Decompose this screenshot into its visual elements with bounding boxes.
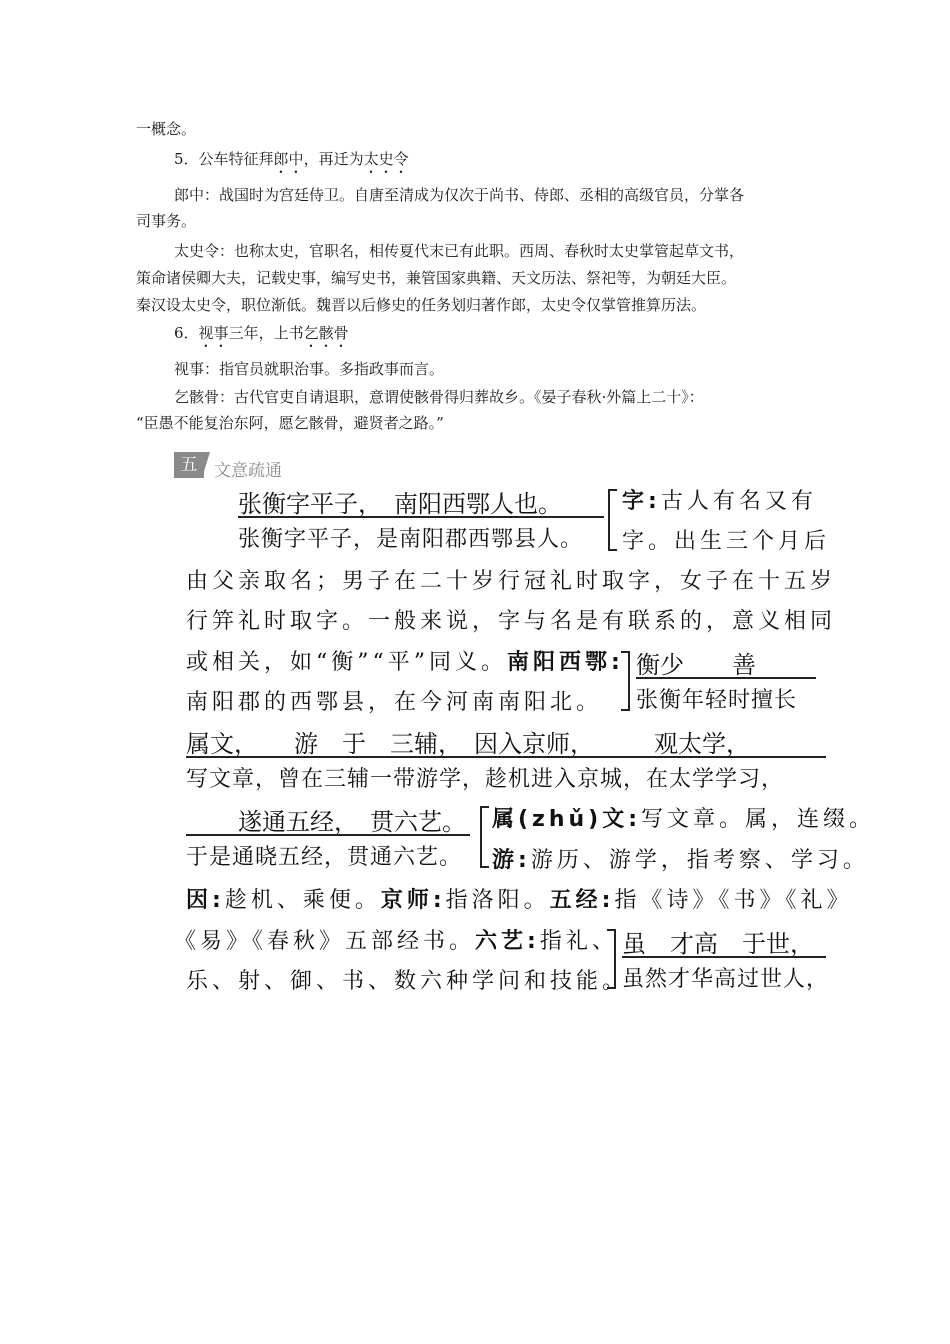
note-item-5-term-langzhong: 郎中 [273,150,304,168]
note-item-6 [174,324,349,351]
note-taishi-line3: 秦汉设太史令，职位渐低。魏晋以后修史的任务划归著作郎，太史令仅掌管推算历法。 [136,296,707,314]
sentence-2-original: 衡少 善 [636,651,756,679]
section-title: 文意疏通 [214,461,282,481]
note-zi [622,484,817,515]
note-langzhong-line2: 司事务。 [136,212,197,230]
passage-line-1: 由父亲取名；男子在二十岁行冠礼时取字，女子在十五岁 [186,569,837,594]
sentence-5-original: 虽 才高 于世， [622,930,814,958]
note-item-5-mid: ，再迁为 [303,150,364,168]
note-item-6-mid: 三年，上书 [228,324,304,342]
note-wujing-label: 五经: [549,888,615,913]
note-liuyi-text: 指礼、 [539,929,618,954]
sentence-1-divider [238,516,604,518]
note-zi-line2: 字。出生三个月后 [622,529,831,554]
sentence-5-bracket [607,929,616,989]
note-shu [492,802,875,833]
note-yin-text: 趁机、乘便。 [224,888,381,913]
section-number-badge: 五 [174,452,204,478]
note-nanyang-text: 南阳郡的西鄂县，在今河南南阳北。 [186,690,603,715]
sentence-5-translation: 虽然才华高过世人， [622,967,830,992]
note-qihaigu-line1: 乞骸骨：古代官吏自请退职，意谓使骸骨得归葬故乡。《晏子春秋·外篇上二十》： [174,388,704,406]
note-shishi: 视事：指官员就职治事。多指政事而言。 [174,360,445,378]
sentence-1-translation: 张衡字平子，是南阳郡西鄂县人。 [238,527,584,552]
sentence-1-original: 张衡字平子， 南阳西鄂人也。 [238,490,562,518]
note-zi-label: 字: [622,489,661,514]
sentence-1-bracket [608,489,617,551]
note-shu-label: 属(zhǔ)文: [492,807,642,832]
note-zi-text-a: 古人有名又有 [660,489,817,514]
note-jingshi-text: 指洛阳。 [445,888,550,913]
sentence-3-original: 属文， 游 于 三辅， 因入京师， 观太学， [186,730,750,758]
sentence-2-divider [636,677,816,679]
sentence-2-bracket [621,651,630,711]
note-item-6-term-qihaigu: 乞骸骨 [303,324,349,342]
note-langzhong-line1: 郎中：战国时为宫廷侍卫。自唐至清成为仅次于尚书、侍郎、丞相的高级官员，分掌各 [174,186,745,204]
note-wujing-text: 指《诗》《书》《礼》 [614,888,853,913]
note-continuation: 一概念。 [136,120,197,138]
note-liuyi-label: 六艺: [475,929,540,954]
note-item-6-prefix: 6． [174,324,199,342]
passage-line-3-text: 或相关，如“衡”“平”同义。 [186,650,507,675]
note-nanyang-label: 南阳西鄂: [507,650,624,675]
sentence-4-translation: 于是通晓五经，贯通六艺。 [186,845,463,870]
passage-line-last: 乐、射、御、书、数六种学问和技能。 [186,969,629,994]
note-item-6-term-shishi: 视事 [198,324,229,342]
note-item-5 [174,150,409,177]
sentence-3-translation: 写文章，曾在三辅一带游学，趁机进入京城，在太学学习， [186,767,785,792]
passage-line-notes [186,883,852,914]
sentence-4-divider [186,834,470,836]
note-jingshi-label: 京师: [380,888,446,913]
sentence-4-bracket [480,806,489,868]
note-yin-label: 因: [186,888,225,913]
sentence-5-divider [622,956,826,958]
passage-line-2: 行笄礼时取字。一般来说，字与名是有联系的，意义相同 [186,609,837,634]
passage-line-3 [186,645,624,676]
note-taishi-line2: 策命诸侯卿大夫，记载史事，编写史书，兼管国家典籍、天文历法、祭祀等，为朝廷大臣。 [136,269,737,287]
note-qihaigu-line2: “臣愚不能复治东阿，愿乞骸骨，避贤者之路。” [136,414,444,432]
passage-line-yi-text: 《易》《春秋》五部经书。 [174,929,476,954]
note-you-label: 游: [492,848,531,873]
note-shu-text: 写文章。属，连缀。 [641,807,876,832]
sentence-3-divider [186,756,826,758]
section-badge-corner [202,452,210,478]
sentence-4-original: 遂通五经， 贯六艺。 [238,808,466,836]
note-you [492,843,869,874]
note-item-5-term-taishiling: 太史令 [363,150,409,168]
note-taishi-line1: 太史令：也称太史，官职名，相传夏代末已有此职。西周、春秋时太史掌管起草文书， [174,242,745,260]
passage-line-yi [174,924,618,955]
sentence-2-translation: 张衡年轻时擅长 [636,688,798,713]
note-item-5-prefix: 5．公车特征拜 [174,150,274,168]
note-you-text: 游历、游学，指考察、学习。 [530,848,869,873]
